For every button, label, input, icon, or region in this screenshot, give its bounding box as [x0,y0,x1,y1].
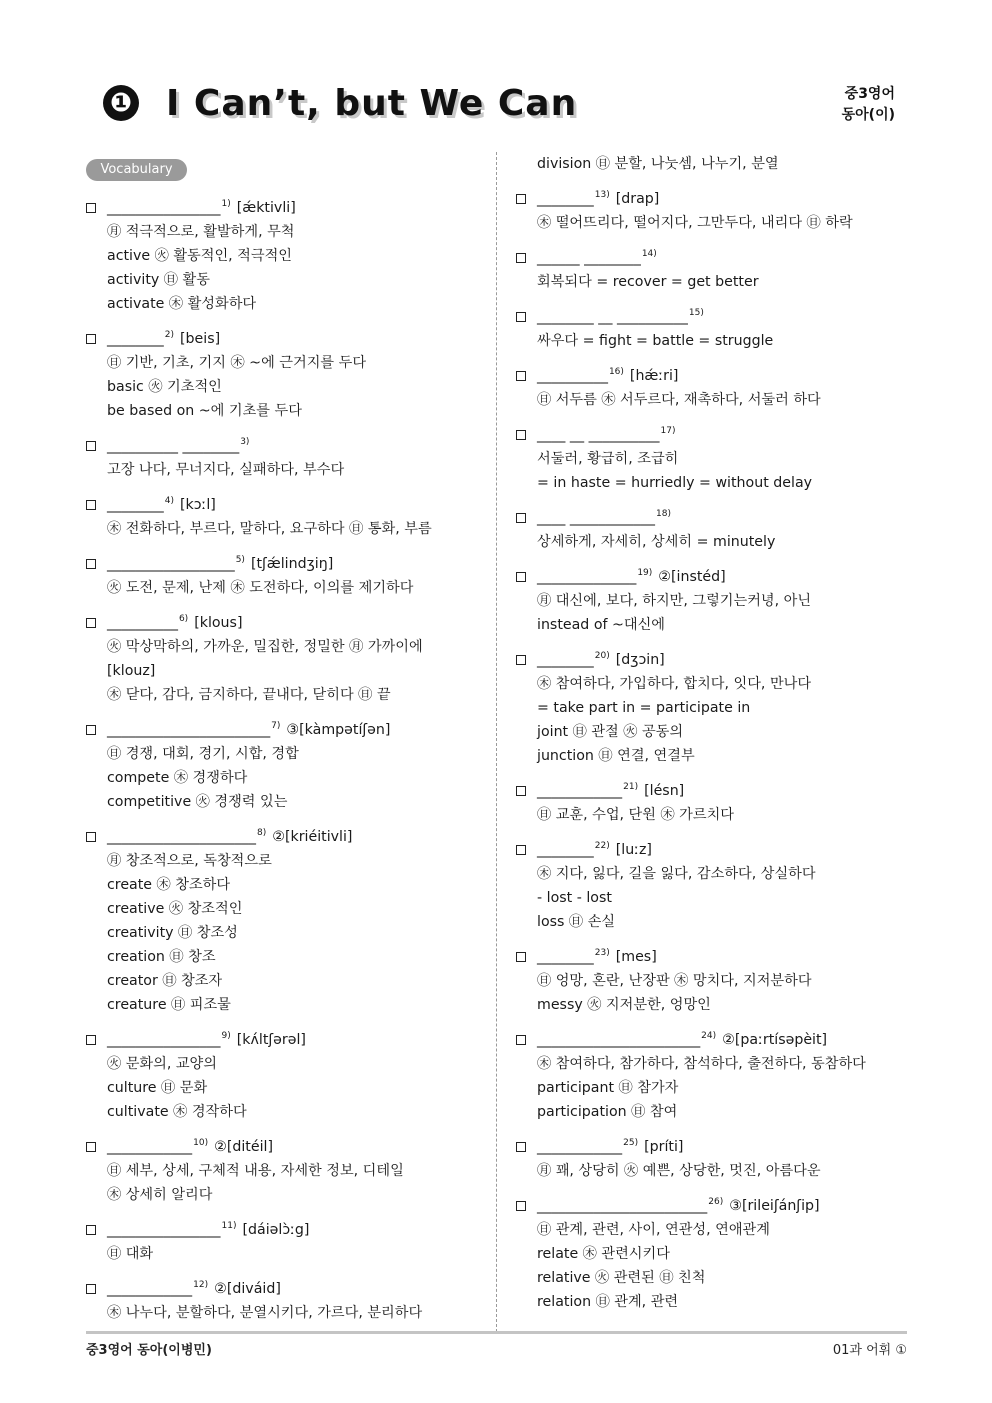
checkbox[interactable] [516,1142,526,1152]
question-number: 21) [623,782,639,792]
question-number: 13) [594,190,610,200]
answer-blank[interactable]: __________ [537,368,608,384]
question-number: 5) [235,555,245,565]
question-number: 17) [660,426,676,436]
answer-blank[interactable]: ________ [107,331,164,347]
pronunciation: [tʃǽlindʒiŋ] [250,556,334,572]
footer-rule [86,1331,907,1334]
definition-line: loss ㊐ 손실 [537,914,616,930]
pronunciation: [klous] [194,615,243,631]
pronunciation: [mes] [615,949,657,965]
definition-line: ㊍ 지다, 잃다, 길을 잃다, 감소하다, 상실하다 [537,866,816,882]
definition-line: ㊊ 적극적으로, 활발하게, 무척 [107,224,295,240]
vocab-entry [516,506,916,554]
entry-headline [537,648,916,672]
pronunciation: [beis] [180,331,221,347]
answer-blank[interactable]: __________________ [107,556,235,572]
question-number: 14) [641,249,657,259]
pronunciation: [dʒɔin] [615,652,665,668]
vocab-entry [516,1135,916,1183]
question-number: 26) [708,1197,724,1207]
answer-blank[interactable]: ________ [537,842,594,858]
question-number: 8) [256,828,267,838]
entry-headline [537,838,916,862]
definition-line: create ㊍ 창조하다 [107,877,231,893]
column-divider [496,152,497,1332]
entry-headline [107,1218,486,1242]
checkbox[interactable] [516,430,526,440]
answer-blank[interactable]: ________________________ [537,1198,708,1214]
definition-line: ㊋ 도전, 문제, 난제 ㊍ 도전하다, 이의를 제기하다 [107,580,414,596]
definition-line: ㊊ 꽤, 상당히 ㊋ 예쁜, 상당한, 멋진, 아름다운 [537,1163,821,1179]
entry-headline [107,611,486,635]
checkbox[interactable] [516,1201,526,1211]
definition-line: creative ㊋ 창조적인 [107,901,243,917]
definition-line: relate ㊍ 관련시키다 [537,1246,670,1262]
answer-blank[interactable]: ____ ____________ [537,510,656,526]
definition-line: ㊍ 상세히 알리다 [107,1187,213,1203]
entry-headline [107,1277,486,1301]
definition-line: ㊐ 경쟁, 대회, 경기, 시합, 경합 [107,746,299,762]
question-number: 20) [594,651,610,661]
definition-line: creator ㊐ 창조자 [107,973,223,989]
definition-line: active ㊋ 활동적인, 적극적인 [107,248,292,264]
definition-line: [klouz] [107,663,156,679]
vocab-entry [86,611,486,707]
continuation-line: division ㊐ 분할, 나눗셈, 나누기, 분열 [537,156,779,172]
definition-line: junction ㊐ 연결, 연결부 [537,748,695,764]
textbook-info [842,84,895,126]
checkbox[interactable] [516,371,526,381]
definition-line: creation ㊐ 창조 [107,949,216,965]
entry-headline [537,779,916,803]
definition-line: participant ㊐ 참가자 [537,1080,679,1096]
entry-headline [537,1028,916,1052]
definition-line: = take part in = participate in [537,700,751,716]
lesson-title: I Can’t, but We Can [166,83,578,124]
vocab-entry [86,718,486,814]
checkbox[interactable] [86,1035,96,1045]
entry-headline [537,246,916,270]
entry-headline [537,945,916,969]
definition-line: participation ㊐ 참여 [537,1104,678,1120]
answer-blank[interactable]: ________ [107,497,164,513]
question-number: 23) [594,948,610,958]
definition-line: joint ㊐ 관절 ㊋ 공동의 [537,724,684,740]
definition-line: ㊐ 교훈, 수업, 단원 ㊍ 가르치다 [537,807,734,823]
answer-blank[interactable]: _______________________ [537,1032,701,1048]
definition-line: ㊍ 닫다, 감다, 금지하다, 끝내다, 닫히다 ㊐ 끝 [107,687,391,703]
pronunciation: [ǽktivli] [236,200,296,216]
checkbox[interactable] [86,832,96,842]
vocab-entry [86,434,486,482]
vocab-entry [516,779,916,827]
vocab-entry [516,1028,916,1124]
question-number: 24) [701,1031,717,1041]
answer-blank[interactable]: ____ __ __________ [537,427,660,443]
definition-line: relative ㊋ 관련된 ㊐ 친척 [537,1270,706,1286]
vocab-entry [86,327,486,423]
definition-line: ㊐ 대화 [107,1246,154,1262]
checkbox[interactable] [86,1225,96,1235]
pronunciation: [kʌ́ltʃərəl] [236,1032,306,1048]
question-number: 9) [221,1031,231,1041]
definition-line: - lost - lost [537,890,612,906]
entry-headline [537,1135,916,1159]
question-number: 19) [637,568,653,578]
entry-headline [537,305,916,329]
footer-lesson: 01과 어휘 ① [832,1343,907,1358]
definition-line: instead of ~대신에 [537,617,666,633]
definition-line: ㊋ 문화의, 교양의 [107,1056,217,1072]
entry-headline [107,327,486,351]
definition-line: = in haste = hurriedly = without delay [537,475,813,491]
question-number: 25) [623,1138,639,1148]
answer-blank[interactable]: ________ [537,949,594,965]
definition-line: cultivate ㊍ 경작하다 [107,1104,247,1120]
definition-line: ㊍ 나누다, 분할하다, 분열시키다, 가르다, 분리하다 [107,1305,423,1321]
definition-line: 서둘러, 황급히, 조급히 [537,451,679,467]
definition-line: activate ㊍ 활성화하다 [107,296,257,312]
page-header [0,0,992,140]
pronunciation: [dáiəlɔ̀ːg] [242,1222,310,1238]
answer-blank[interactable]: ________ __ __________ [537,309,688,325]
question-number: 12) [193,1280,209,1290]
pronunciation: [príti] [644,1139,684,1155]
definition-line: ㊊ 대신에, 보다, 하지만, 그렇기는커녕, 아닌 [537,593,812,609]
definition-line: 싸우다 = fight = battle = struggle [537,333,774,349]
definition-line: relation ㊐ 관계, 관련 [537,1294,679,1310]
definition-line: activity ㊐ 활동 [107,272,210,288]
definition-line: be based on ~에 기초를 두다 [107,403,302,419]
vocab-entry [516,246,916,294]
pronunciation: ②[kriéitivli] [272,829,353,845]
question-number: 22) [594,841,610,851]
left-column [86,196,486,1336]
checkbox[interactable] [86,618,96,628]
footer-book: 중3영어 동아(이병민) [86,1343,212,1358]
entry-headline [537,423,916,447]
answer-blank[interactable]: ________ [537,191,594,207]
pronunciation: ②[ditéil] [214,1139,274,1155]
checkbox[interactable] [516,253,526,263]
entry-headline [537,364,916,388]
question-number: 4) [164,496,174,506]
pronunciation: [luːz] [615,842,652,858]
definition-line: compete ㊍ 경쟁하다 [107,770,248,786]
vocab-entry [86,1218,486,1266]
question-number: 15) [688,308,704,318]
definition-line: ㊐ 서두름 ㊍ 서두르다, 재촉하다, 서둘러 하다 [537,392,821,408]
checkbox[interactable] [516,786,526,796]
entry-headline [107,718,486,742]
answer-blank[interactable]: ______________ [537,569,637,585]
definition-line: creature ㊐ 피조물 [107,997,231,1013]
entry-headline [537,506,916,530]
definition-line: ㊐ 관계, 관련, 사이, 연관성, 연애관계 [537,1222,770,1238]
grade-label: 중3영어 [844,86,895,102]
vocab-entry [86,1277,486,1325]
answer-blank[interactable]: _____________________ [107,829,256,845]
checkbox[interactable] [86,203,96,213]
pronunciation: [lésn] [644,783,685,799]
question-number: 2) [164,330,174,340]
answer-blank[interactable]: __________ ________ [107,438,240,454]
definition-line: ㊍ 참여하다, 가입하다, 합치다, 잇다, 만나다 [537,676,812,692]
pronunciation: [hǽːri] [629,368,679,384]
vocab-entry [516,423,916,495]
entry-headline [107,825,486,849]
entry-headline [537,1194,916,1218]
definition-line: culture ㊐ 문화 [107,1080,208,1096]
definition-line: creativity ㊐ 창조성 [107,925,238,941]
checkbox[interactable] [516,312,526,322]
definition-line: ㊐ 엉망, 혼란, 난장판 ㊍ 망치다, 지저분하다 [537,973,812,989]
definition-line: basic ㊋ 기초적인 [107,379,222,395]
vocab-entry [516,1194,916,1314]
checkbox[interactable] [516,572,526,582]
checkbox[interactable] [516,655,526,665]
right-column [516,152,916,1325]
vocab-entry [86,1135,486,1207]
checkbox[interactable] [516,952,526,962]
definition-line: messy ㊋ 지저분한, 엉망인 [537,997,711,1013]
pronunciation: ②[instéd] [658,569,726,585]
pronunciation: ③[rileiʃánʃip] [729,1198,820,1214]
entry-headline [107,1028,486,1052]
vocab-entry [516,187,916,235]
checkbox[interactable] [86,725,96,735]
vocab-entry [516,565,916,637]
question-number: 3) [240,437,250,447]
answer-blank[interactable]: ____________ [537,1139,623,1155]
pronunciation: [drap] [615,191,660,207]
checkbox[interactable] [516,1035,526,1045]
definition-line: ㊍ 전화하다, 부르다, 말하다, 요구하다 ㊐ 통화, 부름 [107,521,432,537]
lesson-number-badge: ❶ [103,85,139,121]
section-label: Vocabulary [86,159,187,181]
definition-line: ㊐ 기반, 기초, 기지 ㊍ ~에 근거지를 두다 [107,355,367,371]
answer-blank[interactable]: ________________ [107,1222,221,1238]
definition-line: 상세하게, 자세히, 상세히 = minutely [537,534,776,550]
definition-line: 고장 나다, 무너지다, 실패하다, 부수다 [107,462,345,478]
answer-blank[interactable]: __________ [107,615,178,631]
pronunciation: ②[diváid] [214,1281,281,1297]
checkbox[interactable] [86,500,96,510]
pronunciation: ③[kàmpətíʃən] [286,722,391,738]
definition-line: 회복되다 = recover = get better [537,274,759,290]
entry-headline [107,1135,486,1159]
answer-blank[interactable]: ____________ [107,1281,193,1297]
vocab-entry [516,364,916,412]
checkbox[interactable] [86,441,96,451]
definition-line: ㊊ 창조적으로, 독창적으로 [107,853,272,869]
checkbox[interactable] [86,1284,96,1294]
definition-line: ㊍ 참여하다, 참가하다, 참석하다, 출전하다, 동참하다 [537,1056,866,1072]
pronunciation: ②[paːrtísəpèit] [722,1032,828,1048]
vocab-entry [86,196,486,316]
question-number: 11) [221,1221,237,1231]
definition-line: competitive ㊋ 경쟁력 있는 [107,794,288,810]
checkbox[interactable] [86,1142,96,1152]
definition-line: ㊋ 막상막하의, 가까운, 밀집한, 정밀한 ㊊ 가까이에 [107,639,423,655]
question-number: 18) [656,509,671,519]
pronunciation: [kɔːl] [180,497,216,513]
entry-headline [537,565,916,589]
answer-blank[interactable]: ____________ [537,783,623,799]
definition-line: ㊍ 떨어뜨리다, 떨어지다, 그만두다, 내리다 ㊐ 하락 [537,215,853,231]
entry-headline [107,434,486,458]
answer-blank[interactable]: ________________ [107,1032,221,1048]
question-number: 16) [608,367,624,377]
entry-headline [537,187,916,211]
checkbox[interactable] [516,194,526,204]
checkbox[interactable] [86,334,96,344]
definition-line: ㊐ 세부, 상세, 구체적 내용, 자세한 정보, 디테일 [107,1163,404,1179]
vocab-entry [86,552,486,600]
answer-blank[interactable]: ________________ [107,200,221,216]
publisher-label: 동아(이) [841,107,895,123]
answer-blank[interactable]: ______ ________ [537,250,641,266]
question-number: 10) [193,1138,209,1148]
vocab-entry [86,825,486,1017]
vocab-entry [86,1028,486,1124]
question-number: 7) [271,721,281,731]
entry-headline [107,196,486,220]
vocab-entry [516,945,916,1017]
answer-blank[interactable]: ________ [537,652,594,668]
question-number: 6) [178,614,189,624]
vocab-entry [516,838,916,934]
vocab-entry [516,648,916,768]
vocab-entry [86,493,486,541]
entry-headline [107,493,486,517]
entry-headline [107,552,486,576]
checkbox[interactable] [86,559,96,569]
question-number: 1) [221,199,231,209]
answer-blank[interactable]: _______________________ [107,722,271,738]
checkbox[interactable] [516,513,526,523]
checkbox[interactable] [516,845,526,855]
vocab-entry [516,305,916,353]
answer-blank[interactable]: ____________ [107,1139,193,1155]
